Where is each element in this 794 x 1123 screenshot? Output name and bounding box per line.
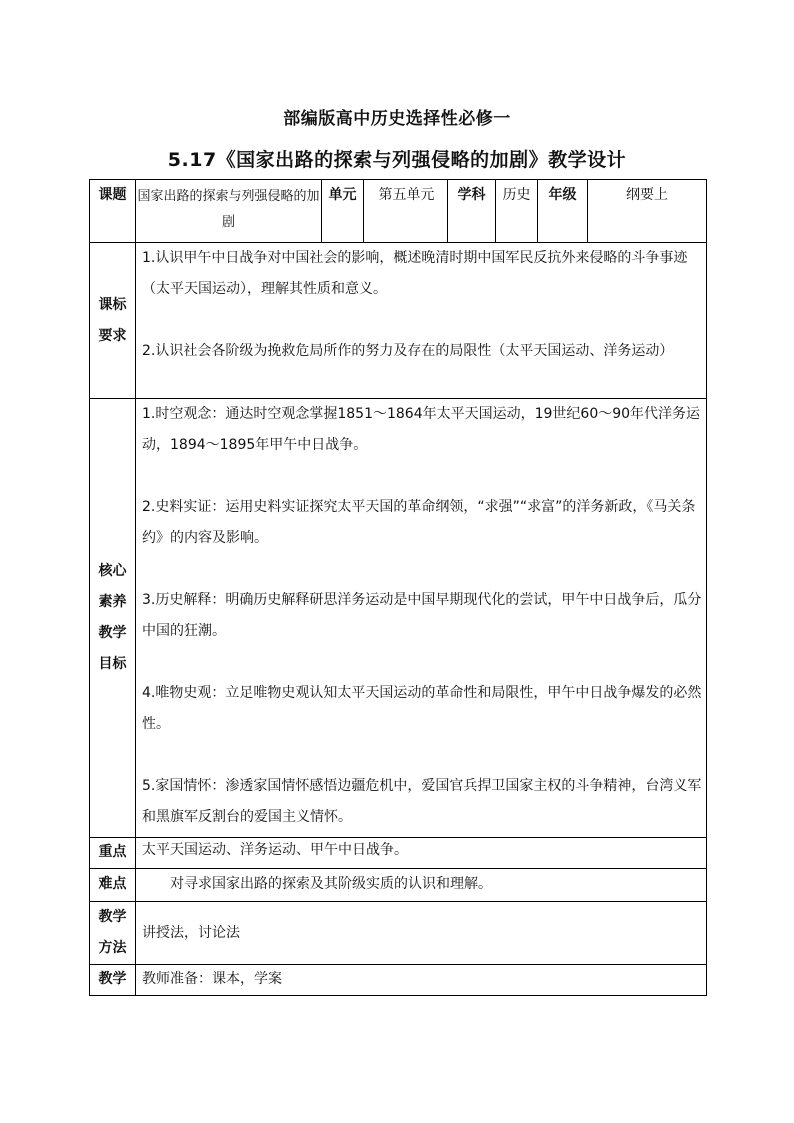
key-points-row (90, 838, 707, 869)
difficulties-value: 对寻求国家出路的探索及其阶级实质的认识和理解。 (136, 869, 707, 902)
topic-label: 课题 (90, 180, 136, 243)
grade-label: 年级 (538, 180, 588, 243)
header-row (90, 180, 707, 243)
core-label (90, 399, 136, 838)
subject-value: 历史 (496, 180, 538, 243)
core-content (136, 399, 707, 838)
unit-label: 单元 (322, 180, 364, 243)
grade-value: 纲要上 (588, 180, 707, 243)
core-item: 4.唯物史观：立足唯物史观认知太平天国运动的革命性和局限性，甲午中日战争爆发的必然性。 (142, 685, 702, 732)
prep-label: 教学 (90, 965, 136, 996)
methods-label-line2: 方法 (98, 940, 127, 956)
standards-label-line1: 课标 (98, 296, 127, 313)
core-item: 3.历史解释：明确历史解释研思洋务运动是中国早期现代化的尝试，甲午中日战争后，瓜分中国的狂潮。 (142, 592, 702, 639)
standards-item: 1.认识甲午中日战争对中国社会的影响，概述晚清时期中国军民反抗外来侵略的斗争事迹（太平天国运动），理解其性质和意义。 (142, 250, 688, 297)
key-points-value: 太平天国运动、洋务运动、甲午中日战争。 (136, 838, 707, 869)
standards-row (90, 243, 707, 399)
core-item: 2.史料实证：运用史料实证探究太平天国的革命纲领，“求强”“求富”的洋务新政，《马关条约》的内容及影响。 (142, 499, 696, 546)
standards-item: 2.认识社会各阶级为挽救危局所作的努力及存在的局限性（太平天国运动、洋务运动） (142, 343, 674, 359)
core-label-line3: 教学 (98, 625, 127, 641)
core-label-line4: 目标 (98, 656, 127, 672)
lesson-plan-table (89, 179, 707, 996)
core-item: 1.时空观念：通达时空观念掌握1851～1864年太平天国运动，19世纪60～90年代洋务运动，1894～1895年甲午中日战争。 (142, 406, 701, 453)
core-label-line2: 素养 (98, 594, 127, 610)
lesson-title: 5.17《国家出路的探索与列强侵略的加剧》教学设计 (167, 149, 627, 171)
methods-row (90, 902, 707, 965)
methods-label-line1: 教学 (98, 909, 127, 925)
standards-label (90, 243, 136, 399)
core-literacy-row (90, 399, 707, 838)
standards-content (136, 243, 707, 399)
methods-label (90, 902, 136, 965)
methods-value: 讲授法，讨论法 (136, 902, 707, 965)
topic-value: 国家出路的探索与列强侵略的加剧 (136, 180, 322, 243)
core-label-line1: 核心 (98, 563, 127, 579)
standards-label-line2: 要求 (98, 327, 127, 344)
core-item: 5.家国情怀：渗透家国情怀感悟边疆危机中，爱国官兵捍卫国家主权的斗争精神，台湾义军和黑旗军反割台的爱国主义情怀。 (142, 778, 702, 825)
difficulties-row (90, 869, 707, 902)
prep-row (90, 965, 707, 996)
unit-value: 第五单元 (364, 180, 448, 243)
document-title: 部编版高中历史选择性必修一 (283, 109, 511, 129)
subject-label: 学科 (448, 180, 496, 243)
key-points-label: 重点 (90, 838, 136, 869)
difficulties-label: 难点 (90, 869, 136, 902)
prep-value: 教师准备：课本，学案 (136, 965, 707, 996)
